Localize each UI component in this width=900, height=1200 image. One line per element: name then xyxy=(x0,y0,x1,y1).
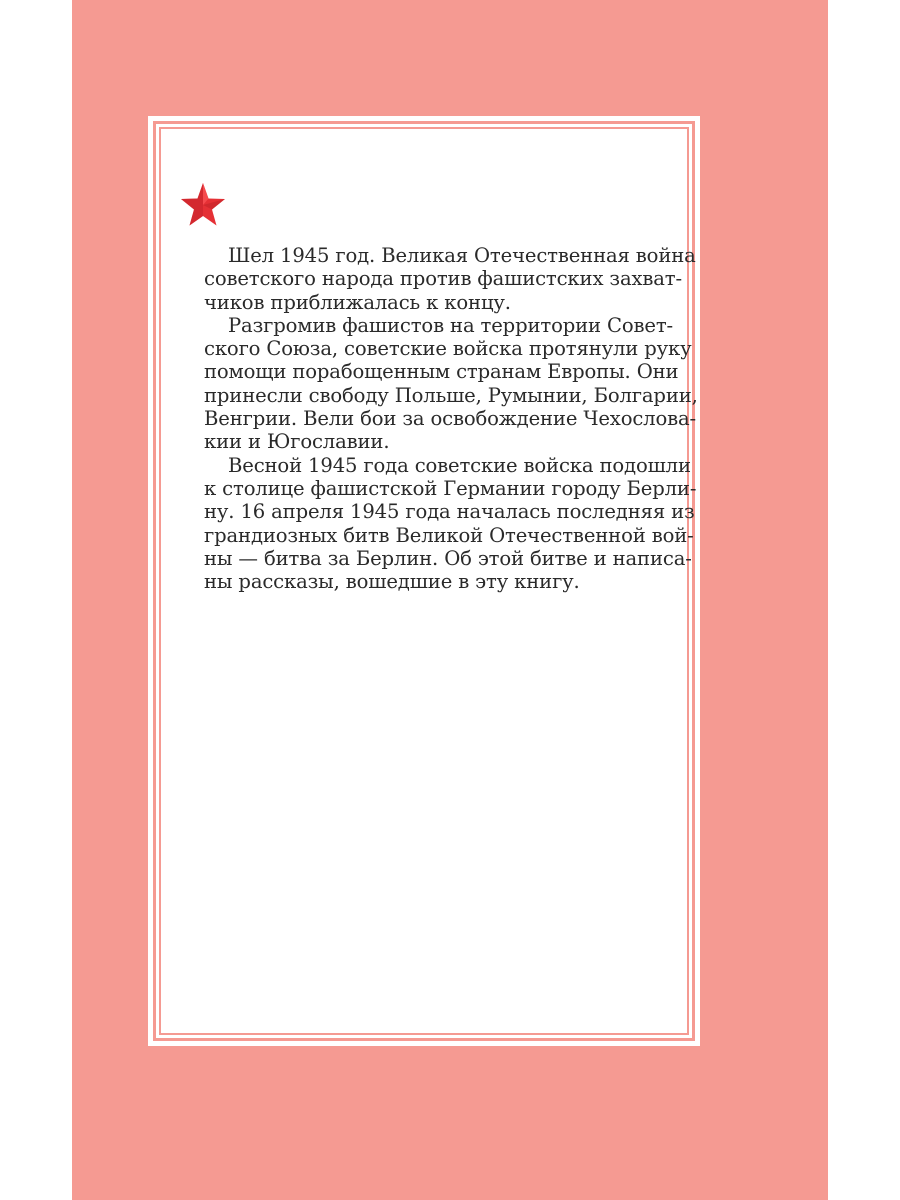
text-line: кии и Югославии. xyxy=(204,430,390,454)
red-star-icon xyxy=(179,181,227,229)
text-line: Шел 1945 год. Великая Отечественная война xyxy=(228,244,696,267)
text-line: ны — битва за Берлин. Об этой битве и написа- xyxy=(204,546,692,570)
text-line: ны рассказы, вошедшие в эту книгу. xyxy=(204,570,580,594)
text-line: ского Союза, советские войска протянули руку xyxy=(204,337,692,361)
text-line: грандиозных битв Великой Отечественной вой- xyxy=(204,523,694,547)
paragraph-3 xyxy=(180,453,697,594)
text-line: к столице фашистской Германии городу Берли- xyxy=(204,476,697,500)
paragraph-1 xyxy=(180,244,696,314)
text-line: советского народа против фашистских захват- xyxy=(204,267,682,291)
text-line: Венгрии. Вели бои за освобождение Чехослова- xyxy=(204,407,696,431)
text-line: ну. 16 апреля 1945 года началась последняя из xyxy=(204,500,695,524)
text-line: помощи порабощенным странам Европы. Они xyxy=(204,360,679,384)
text-line: Разгромив фашистов на территории Совет- xyxy=(228,313,673,337)
text-line: Весной 1945 года советские войска подошли xyxy=(228,453,691,477)
paragraph-2 xyxy=(180,313,698,454)
intro-text xyxy=(180,244,698,594)
text-line: чиков приближалась к концу. xyxy=(204,290,511,314)
text-line: принесли свободу Польше, Румынии, Болгарии, xyxy=(204,383,698,407)
